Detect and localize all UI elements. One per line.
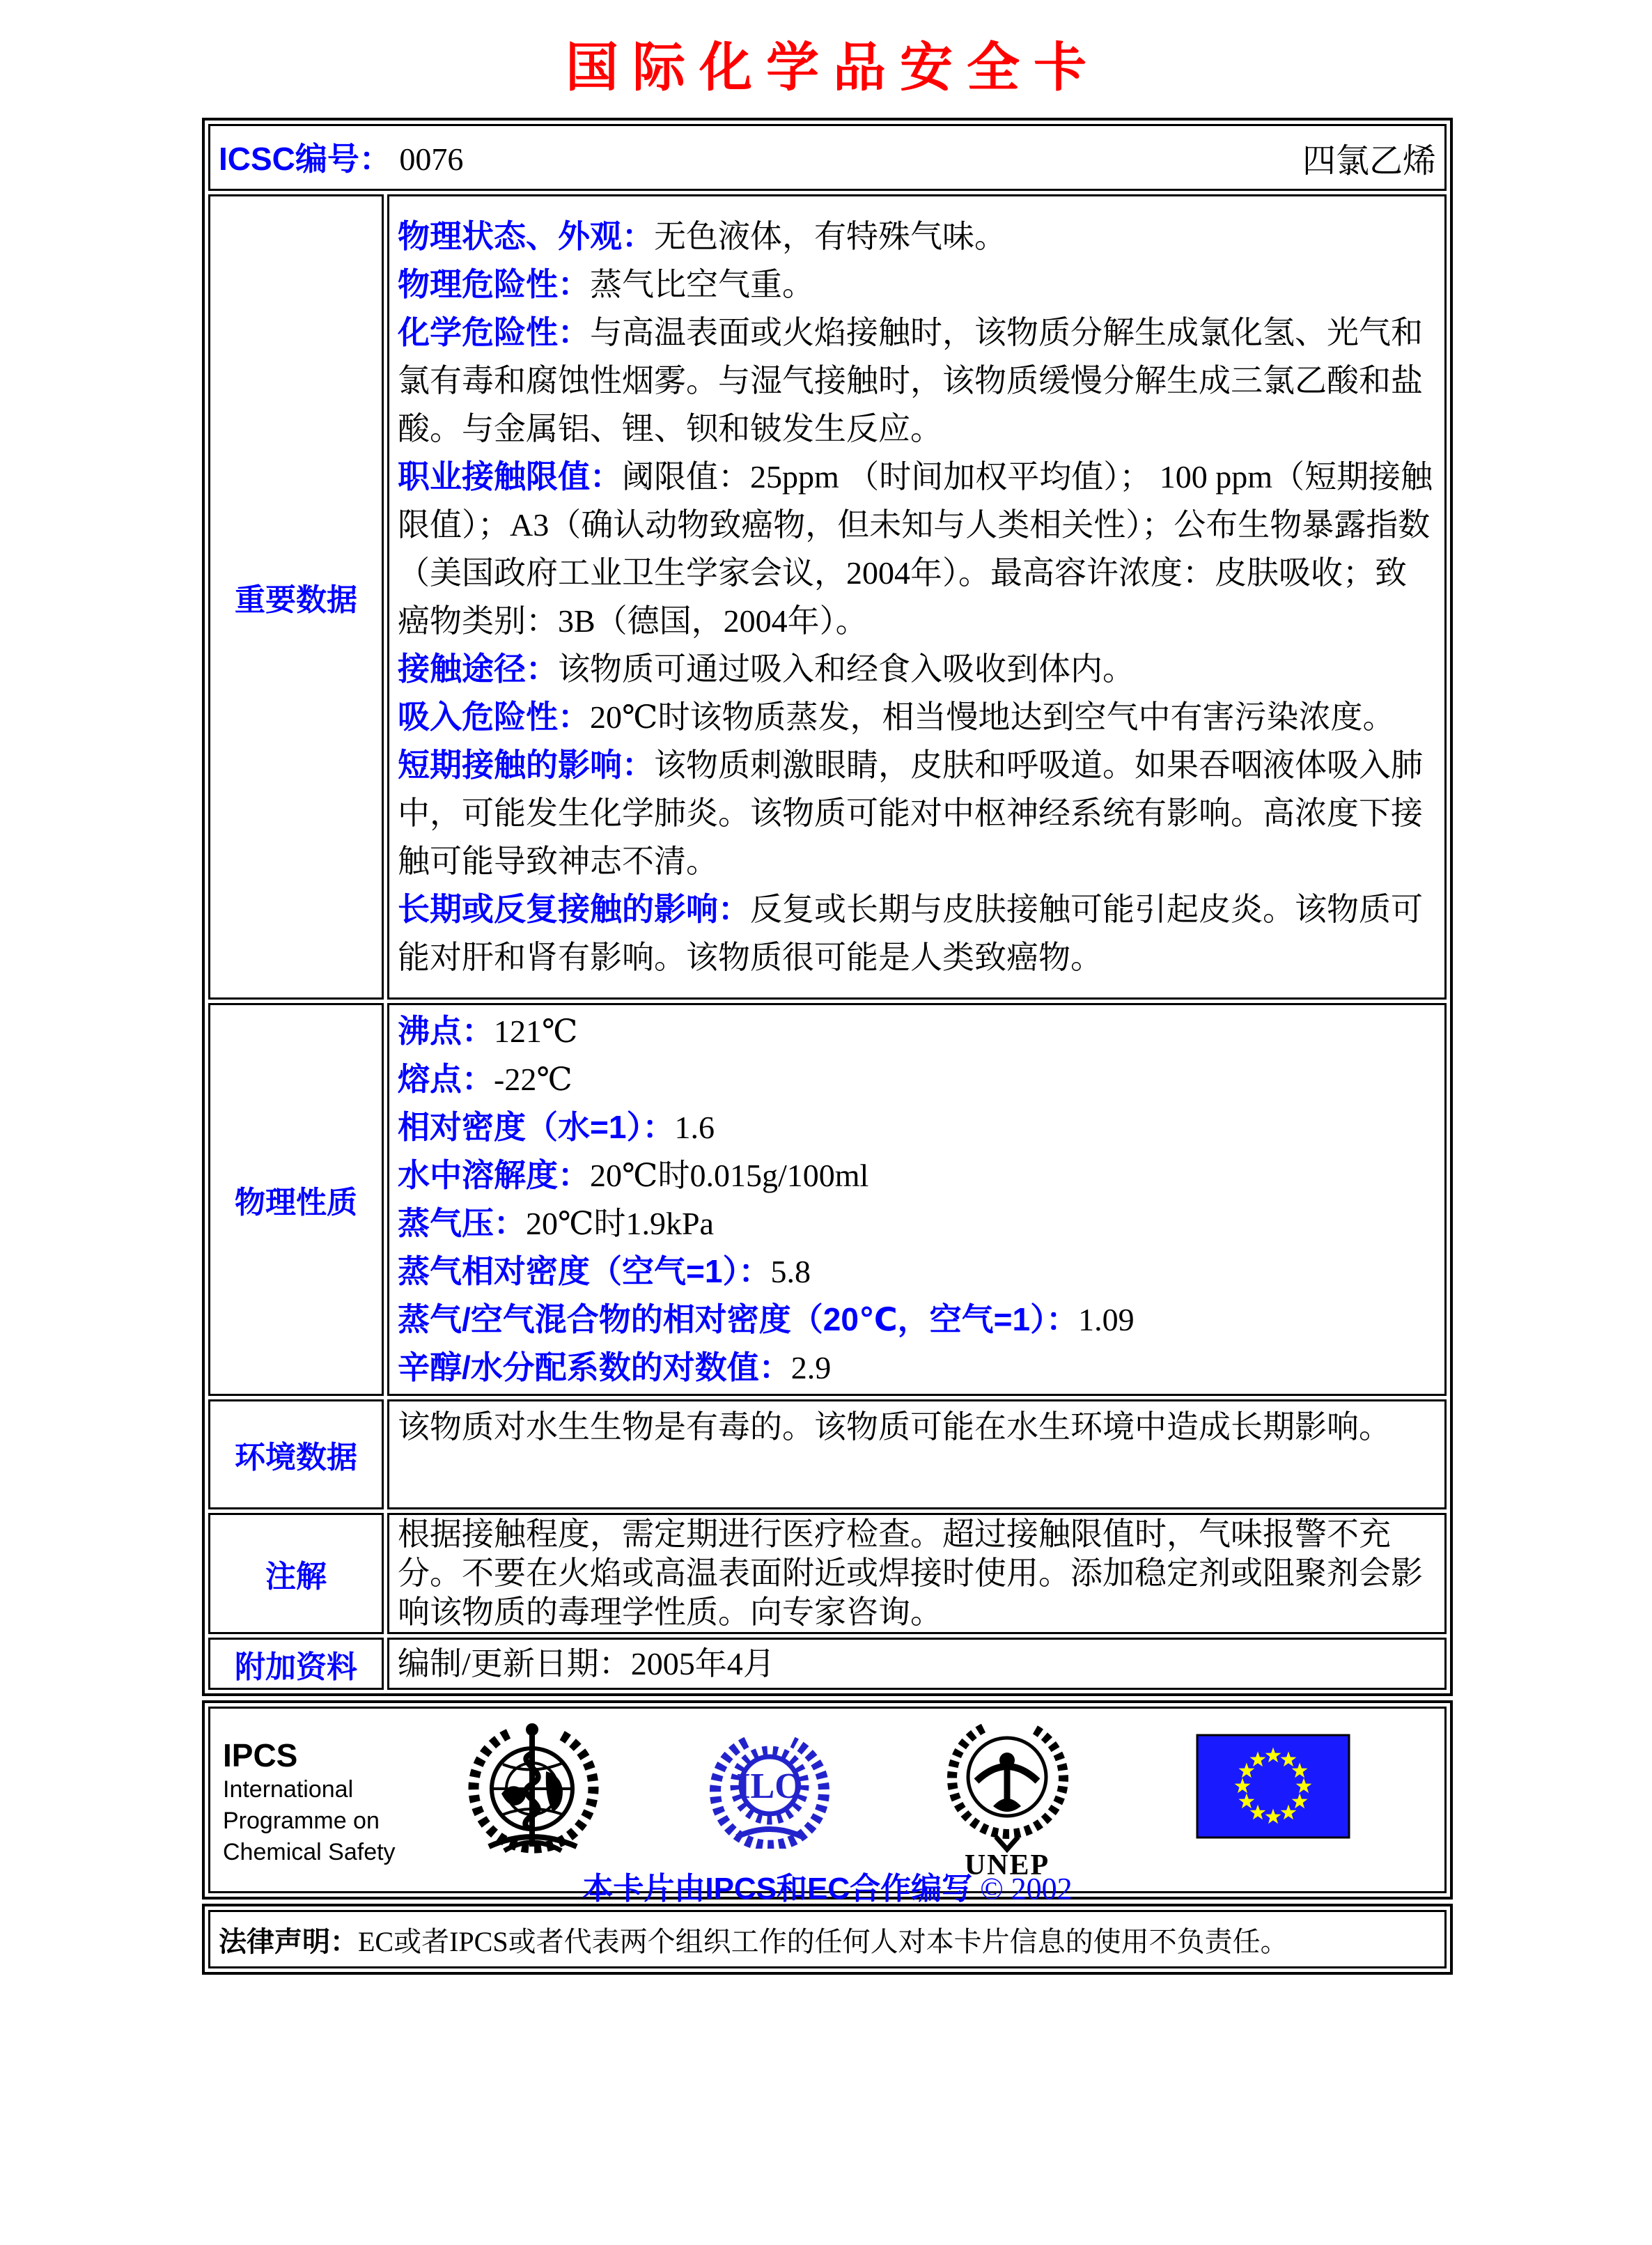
field-row: [398, 1248, 1436, 1296]
field-value: 20℃时1.9kPa: [526, 1206, 714, 1241]
field-row: [398, 1007, 1436, 1055]
important-data-row: [208, 194, 1447, 1000]
field-label: 辛醇/水分配系数的对数值：: [398, 1349, 791, 1385]
field-value: 反复或长期与皮肤接触可能引起皮炎。该物质可能对肝和肾有影响。该物质很可能是人类致癌物。: [398, 892, 1423, 975]
header-row: [208, 124, 1447, 191]
field-row: [398, 645, 1436, 693]
field-row: [398, 1199, 1436, 1248]
important-data-content: [387, 194, 1447, 1000]
field-value: 20℃时该物质蒸发，相当慢地达到空气中有害污染浓度。: [590, 699, 1395, 735]
field-value: 根据接触程度，需定期进行医疗检查。超过接触限值时，气味报警不充分。不要在火焰或高温表面附近或焊接时使用。添加稳定剂或阻聚剂会影响该物质的毒理学性质。向专家咨询。: [398, 1516, 1423, 1630]
field-label: 接触途径：: [398, 651, 558, 687]
field-label: 物理危险性：: [398, 266, 590, 302]
field-row: [398, 1296, 1436, 1344]
field-label: 吸入危险性：: [398, 699, 590, 735]
field-row: [398, 1344, 1436, 1392]
field-value: 5.8: [770, 1254, 811, 1289]
unep-logo-icon: [936, 1713, 1079, 1880]
field-row: [398, 741, 1436, 885]
field-value: 20℃时0.015g/100ml: [590, 1158, 869, 1193]
ipcs-subtitle-line: International: [223, 1776, 354, 1803]
field-label: 职业接触限值：: [398, 458, 622, 495]
credit-line: [210, 1863, 1444, 1908]
field-row: [398, 1151, 1436, 1199]
field-label: 蒸气相对密度（空气=1）：: [398, 1253, 771, 1289]
field-value: 2.9: [790, 1350, 832, 1385]
field-label: 水中溶解度：: [398, 1157, 590, 1193]
important-data-label: 重要数据: [208, 194, 384, 1000]
physical-properties-content: [387, 1003, 1447, 1396]
header-cell: [208, 124, 1447, 191]
notes-label: 注解: [208, 1513, 384, 1634]
environmental-data-content: [387, 1399, 1447, 1509]
organizations-panel: [202, 1700, 1453, 1906]
field-row: [398, 1403, 1436, 1451]
field-value: 该物质对水生生物是有毒的。该物质可能在水生环境中造成长期影响。: [398, 1409, 1391, 1445]
field-value: -22℃: [494, 1062, 572, 1097]
credit-text: 本卡片由IPCS和EC合作编写: [582, 1872, 973, 1906]
ipcs-subtitle-line: Chemical Safety: [223, 1839, 396, 1865]
page-title: 国际化学品安全卡: [566, 39, 1100, 98]
field-label: 蒸气压：: [398, 1205, 526, 1241]
field-label: 沸点：: [398, 1013, 494, 1049]
physical-properties-row: [208, 1003, 1447, 1396]
field-value: 该物质刺激眼睛，皮肤和呼吸道。如果吞咽液体吸入肺中，可能发生化学肺炎。该物质可能对中枢神经系统有影响。高浓度下接触可能导致神志不清。: [398, 747, 1423, 879]
additional-info-row: [208, 1638, 1447, 1690]
ilo-letters: ILO: [736, 1766, 803, 1806]
field-row: [398, 1515, 1436, 1632]
icsc-number-label: ICSC编号：: [219, 140, 391, 177]
environmental-data-label: 环境数据: [208, 1399, 384, 1509]
field-row: [398, 1055, 1436, 1103]
field-label: 化学危险性：: [398, 314, 590, 350]
field-value: 1.6: [674, 1110, 715, 1145]
field-label: 长期或反复接触的影响：: [398, 891, 750, 927]
field-row: [398, 453, 1436, 645]
environmental-data-row: [208, 1399, 1447, 1509]
eu-flag-icon: [1196, 1734, 1352, 1840]
legal-notice-label: 法律声明：: [219, 1926, 358, 1957]
additional-info-content: [387, 1638, 1447, 1690]
additional-info-label: 附加资料: [208, 1638, 384, 1690]
ipcs-title: IPCS: [223, 1737, 298, 1773]
field-label: 蒸气/空气混合物的相对密度（20℃，空气=1）：: [398, 1301, 1079, 1337]
notes-row: [208, 1513, 1447, 1634]
legal-notice-cell: [208, 1910, 1447, 1968]
legal-notice-panel: [202, 1904, 1453, 1975]
field-value: 阈限值：25ppm （时间加权平均值）； 100 ppm（短期接触限值）；A3（确认动物致癌物，但未知与人类相关性）；公布生物暴露指数（美国政府工业卫生学家会议，2004年）。最高容许浓度：皮肤吸收；致癌物类别：3B（德国，2004年）。: [398, 459, 1433, 639]
copyright-text: © 2002: [980, 1872, 1073, 1906]
field-label: 短期接触的影响：: [398, 747, 654, 783]
field-row: [398, 212, 1436, 261]
field-row: [398, 885, 1436, 981]
field-value: 1.09: [1078, 1302, 1135, 1337]
field-value: 编制/更新日期：2005年4月: [398, 1646, 775, 1681]
field-value: 该物质可通过吸入和经食入吸收到体内。: [558, 651, 1135, 687]
field-row: [398, 1103, 1436, 1151]
field-row: [398, 693, 1436, 741]
ipcs-text-block: [223, 1737, 396, 1868]
ilo-logo-icon: [703, 1727, 836, 1849]
field-label: 熔点：: [398, 1061, 494, 1097]
field-value: 无色液体，有特殊气味。: [654, 219, 1006, 254]
icsc-number: 0076: [399, 141, 464, 177]
field-label: 物理状态、外观：: [398, 218, 654, 254]
notes-content: [387, 1513, 1447, 1634]
icsc-card-table: [202, 118, 1453, 1696]
organizations-cell: [208, 1707, 1447, 1906]
field-row: [398, 1640, 1436, 1688]
field-value: 121℃: [494, 1013, 578, 1049]
field-row: [398, 309, 1436, 453]
ipcs-subtitle-line: Programme on: [223, 1808, 380, 1834]
field-value: 蒸气比空气重。: [590, 267, 814, 302]
legal-notice-text: EC或者IPCS或者代表两个组织工作的任何人对本卡片信息的使用不负责任。: [358, 1925, 1288, 1957]
who-logo-icon: [461, 1717, 604, 1856]
field-value: 与高温表面或火焰接触时，该物质分解生成氯化氢、光气和氯有毒和腐蚀性烟雾。与湿气接触时，该物质缓慢分解生成三氯乙酸和盐酸。与金属铝、锂、钡和铍发生反应。: [398, 315, 1423, 446]
field-row: [398, 261, 1436, 309]
chemical-name: 四氯乙烯: [1302, 142, 1436, 180]
field-label: 相对密度（水=1）：: [398, 1109, 675, 1145]
physical-properties-label: 物理性质: [208, 1003, 384, 1396]
unep-letters: UNEP: [964, 1849, 1050, 1880]
